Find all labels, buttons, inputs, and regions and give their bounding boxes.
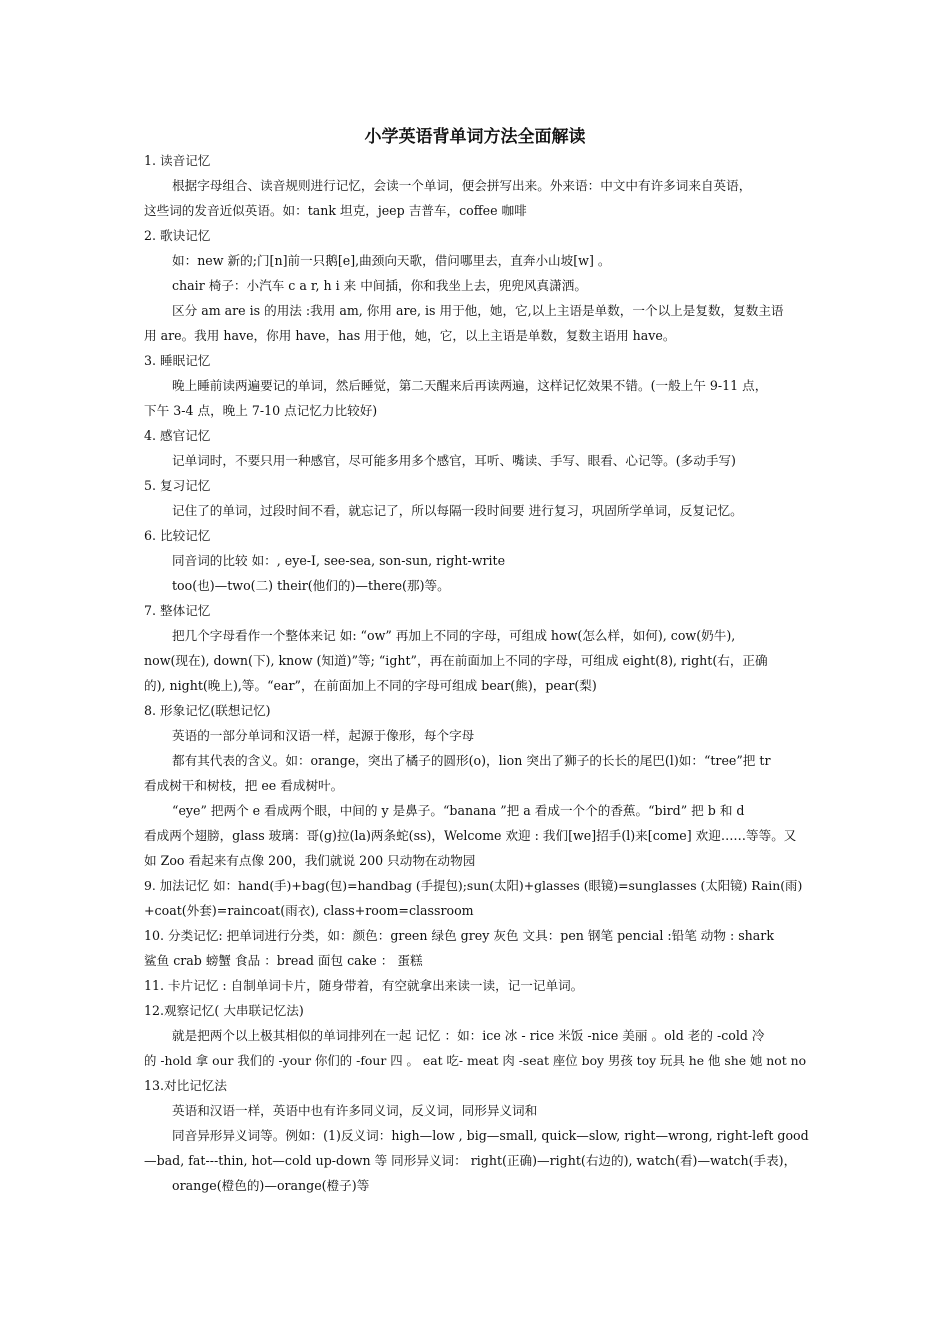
- paragraph-line: chair 椅子：小汽车 c a r, h i 来 中间插，你和我坐上去，兜兜风真潇洒。: [172, 278, 587, 293]
- heading-9: 9. 加法记忆 如：hand(手)+bag(包)=handbag (手提包);sun(太阳)+glasses (眼镜)=sunglasses (太阳镜) Rain(雨): [144, 878, 803, 893]
- paragraph-line: 的), night(晚上),等。“ear”，在前面加上不同的字母可组成 bear(熊)，pear(梨): [144, 678, 597, 693]
- paragraph-line: —bad, fat---thin, hot—cold up-down 等 同形异义词： right(正确)—right(右边的), watch(看)—watch(手表)，: [144, 1153, 797, 1168]
- heading-5: 5. 复习记忆: [144, 478, 211, 493]
- paragraph-line: now(现在), down(下), know (知道)”等; “ight”，再在前面加上不同的字母，可组成 eight(8), right(右，正确: [144, 653, 768, 668]
- paragraph-line: 晚上睡前读两遍要记的单词，然后睡觉，第二天醒来后再读两遍，这样记忆效果不错。(一般上午 9-11 点，: [172, 378, 768, 393]
- heading-11: 11. 卡片记忆 : 自制单词卡片，随身带着，有空就拿出来读一读，记一记单词。: [144, 978, 584, 993]
- paragraph-line: 的 -hold 拿 our 我们的 -your 你们的 -four 四 。 eat 吃- meat 肉 -seat 座位 boy 男孩 toy 玩具 he 他 she 她 not no: [144, 1053, 807, 1068]
- heading-10: 10. 分类记忆: 把单词进行分类，如：颜色：green 绿色 grey 灰色 文具：pen 钢笔 pencial :铅笔 动物 : shark: [144, 928, 774, 943]
- paragraph-line: 同音异形异义词等。例如：(1)反义词：high—low , big—small, quick—slow, right—wrong, right-left good: [172, 1128, 809, 1143]
- paragraph-line: 英语和汉语一样，英语中也有许多同义词，反义词，同形异义词和: [172, 1103, 538, 1118]
- paragraph-line: 鲨鱼 crab 螃蟹 食品 ：bread 面包 cake ： 蛋糕: [144, 953, 423, 968]
- paragraph-line: 都有其代表的含义。如：orange，突出了橘子的圆形(o)，lion 突出了狮子的长长的尾巴(l)如：“tree”把 tr: [172, 753, 771, 768]
- paragraph-line: 根据字母组合、读音规则进行记忆，会读一个单词，便会拼写出来。外来语：中文中有许多词来自英语，: [172, 178, 752, 193]
- paragraph-line: orange(橙色的)—orange(橙子)等: [172, 1178, 370, 1193]
- paragraph-line: 看成两个翅膀，glass 玻璃：哥(g)拉(la)两条蛇(ss)，Welcome 欢迎 : 我们[we]招手(l)来[come] 欢迎……等等。又: [144, 828, 797, 843]
- paragraph-line: 区分 am are is 的用法 :我用 am, 你用 are, is 用于他，她，它,以上主语是单数，一个以上是复数，复数主语: [172, 303, 784, 318]
- heading-2: 2. 歌诀记忆: [144, 228, 211, 243]
- heading-1: 1. 读音记忆: [144, 153, 211, 168]
- paragraph-line: 这些词的发音近似英语。如：tank 坦克，jeep 吉普车，coffee 咖啡: [144, 203, 527, 218]
- paragraph-line: 如 Zoo 看起来有点像 200，我们就说 200 只动物在动物园: [144, 853, 476, 868]
- paragraph-line: 英语的一部分单词和汉语一样，起源于像形，每个字母: [172, 728, 475, 743]
- paragraph-line: too(也)—two(二) their(他们的)—there(那)等。: [172, 578, 450, 593]
- document-title: 小学英语背单词方法全面解读: [364, 127, 586, 147]
- paragraph-line: 就是把两个以上极其相似的单词排列在一起 记忆 ：如：ice 冰 - rice 米饭 -nice 美丽 。old 老的 -cold 冷: [172, 1028, 765, 1043]
- paragraph-line: 同音词的比较 如：, eye-I, see-sea, son-sun, right-write: [172, 553, 506, 568]
- paragraph-line: 用 are。我用 have，你用 have，has 用于他，她，它，以上主语是单数，复数主语用 have。: [144, 328, 676, 343]
- paragraph-line: 记单词时，不要只用一种感官，尽可能多用多个感官，耳听、嘴读、手写、眼看、心记等。(多动手写): [172, 453, 736, 468]
- paragraph-line: 记住了的单词，过段时间不看，就忘记了，所以每隔一段时间要 进行复习，巩固所学单词，反复记忆。: [172, 503, 743, 518]
- heading-3: 3. 睡眠记忆: [144, 353, 211, 368]
- paragraph-line: +coat(外套)=raincoat(雨衣), class+room=classroom: [144, 903, 474, 918]
- paragraph-line: 如：new 新的;门[n]前一只鹅[e],曲颈向天歌，借问哪里去，直奔小山坡[w] 。: [172, 253, 611, 268]
- heading-4: 4. 感官记忆: [144, 428, 211, 443]
- heading-7: 7. 整体记忆: [144, 603, 211, 618]
- paragraph-line: 把几个字母看作一个整体来记 如: “ow” 再加上不同的字母，可组成 how(怎么样，如何), cow(奶牛),: [172, 628, 736, 643]
- heading-13: 13.对比记忆法: [144, 1078, 227, 1093]
- paragraph-line: 下午 3-4 点，晚上 7-10 点记忆力比较好): [144, 403, 378, 418]
- heading-12: 12.观察记忆( 大串联记忆法): [144, 1003, 304, 1018]
- paragraph-line: 看成树干和树枝，把 ee 看成树叶。: [144, 778, 344, 793]
- heading-6: 6. 比较记忆: [144, 528, 211, 543]
- heading-8: 8. 形象记忆(联想记忆): [144, 703, 271, 718]
- paragraph-line: “eye” 把两个 e 看成两个眼，中间的 y 是鼻子。“banana ”把 a 看成一个个的香蕉。“bird” 把 b 和 d: [172, 803, 745, 818]
